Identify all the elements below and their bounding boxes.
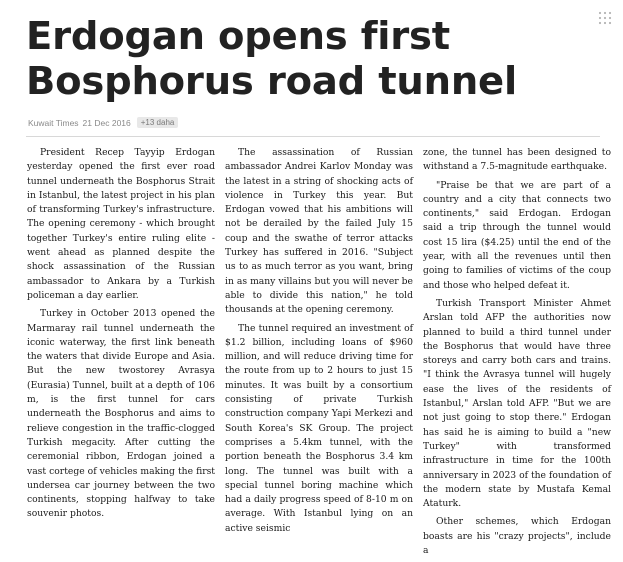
paragraph: Other schemes, which Erdogan boasts are his "crazy projects", include a: [423, 516, 611, 557]
article-byline: [28, 117, 178, 128]
header-divider: [26, 136, 600, 137]
paragraph: The tunnel required an investment of $1.2 billion, including loans of $960 million, and will reduce driving time for the route from up to 2 hours to just 15 minutes. It was built by a consortium consisting of private Turkish construction company Yapi Merkezi and South Korea's SK Group. The project comprises a 5.4km tunnel, with the portion beneath the Bosphorus 3.4 km long. The tunnel was built with a special tunnel boring machine which had a daily progress speed of 8-10 m on average. With Istanbul lying on an active seismic: [225, 322, 413, 534]
grid-dots-icon: [598, 11, 612, 25]
paragraph-continued: zone, the tunnel has been designed to withstand a 7.5-magnitude earthquake.: [423, 147, 611, 173]
more-sources-badge[interactable]: +13 daha: [137, 117, 179, 128]
paragraph: President Recep Tayyip Erdogan yesterday opened the first ever road tunnel underneath the Bosphorus Strait in Istanbul, the latest project in his plan of transforming Turkey's infrastructure. The opening ceremony - which brought together Turkey's entire ruling elite - went ahead as planned despite the shock assassination of the Russian ambassador to Ankara by a Turkish policeman a day earlier.: [27, 147, 215, 301]
source-name[interactable]: Kuwait Times: [28, 117, 79, 128]
paragraph: The assassination of Russian ambassador Andrei Karlov Monday was the latest in a string of shocking acts of violence in Turkey this year. But Erdogan vowed that his ambitions will not be derailed by the failed July 15 coup and the swathe of terror attacks Turkey has suffered in 2016. "Subject us to as much terror as you want, bring in as many villains but you will never be able to divide this nation," he told thousands at the opening ceremony.: [225, 147, 413, 316]
article-column-2: [225, 146, 413, 540]
article-column-1: [27, 146, 215, 526]
publish-date: 21 Dec 2016: [82, 117, 131, 128]
paragraph: Turkey in October 2013 opened the Marmaray rail tunnel underneath the iconic waterway, the first link beneath the waters that divide Europe and Asia. But the new twostorey Avrasya (Eurasia) Tunnel, built at a depth of 106 m, is the first tunnel for cars underneath the Bosphorus and aims to relieve congestion in the traffic-clogged Turkish megacity. After cutting the ceremonial ribbon, Erdogan joined a vast cortege of vehicles making the first undersea car journey between the two continents, stopping halfway to take souvenir photos.: [27, 308, 215, 520]
article-headline: Erdogan opens first Bosphorus road tunnel: [26, 14, 517, 104]
paragraph: "Praise be that we are part of a country and a city that connects two continents," said Erdogan. Erdogan said a trip through the tunnel would cost 15 lira ($4.25) until the end of the year, with all the revenues until then going to families of victims of the coup and those who helped defeat it.: [423, 179, 611, 291]
paragraph: Turkish Transport Minister Ahmet Arslan told AFP the authorities now planned to build a third tunnel under the Bosphorus that would have three storeys and carry both cars and trains. "I think the Avrasya tunnel will hugely ease the lives of the residents of Istanbul," Arslan told AFP. "But we are not just going to stop there." Erdogan has said he is aiming to build a "new Turkey" with transformed infrastructure in time for the 100th anniversary in 2023 of the foundation of the modern state by Mustafa Kemal Ataturk.: [423, 297, 611, 510]
article-column-3: [423, 146, 611, 562]
grid-menu-icon[interactable]: [598, 10, 612, 24]
